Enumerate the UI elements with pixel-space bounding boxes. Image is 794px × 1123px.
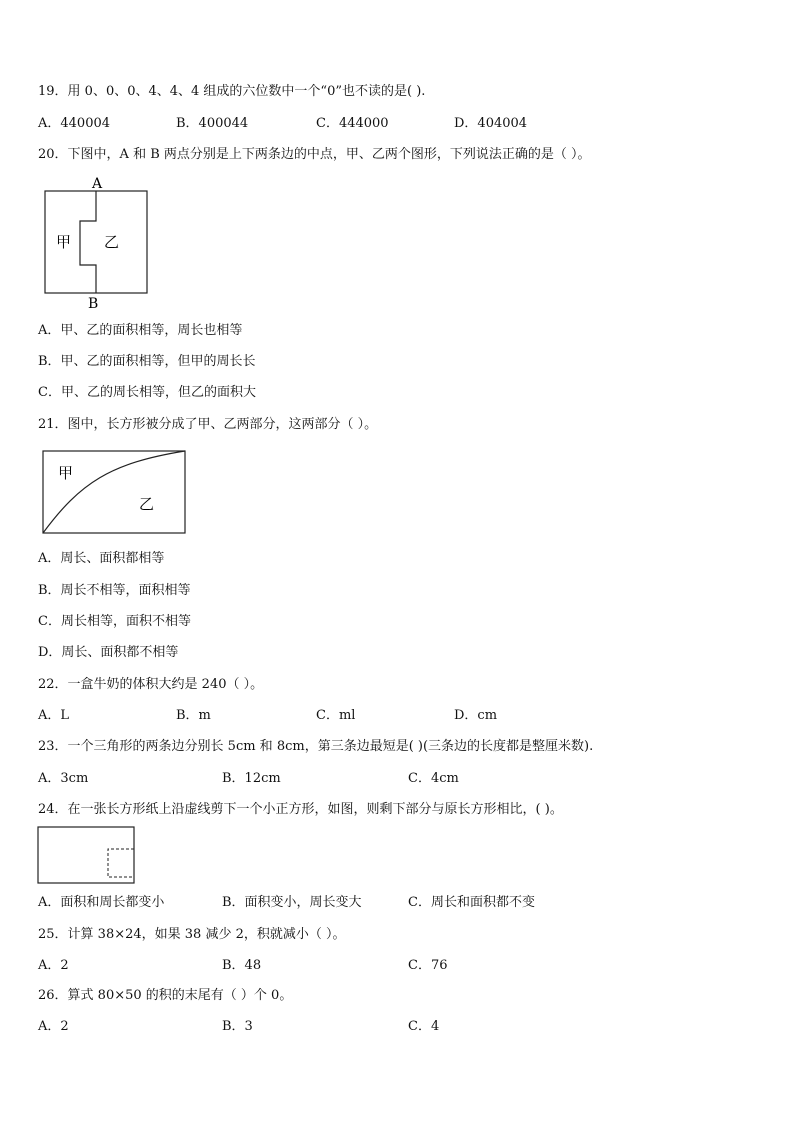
q21-option-d[interactable]: D．周长、面积都不相等 bbox=[38, 645, 179, 660]
question-19-stem: 19．用 0、0、0、4、4、4 组成的六位数中一个“0”也不读的是( ). bbox=[38, 84, 426, 99]
q24-option-b[interactable]: B．面积变小，周长变大 bbox=[222, 895, 362, 910]
q20-option-c[interactable]: C．甲、乙的周长相等，但乙的面积大 bbox=[38, 385, 256, 400]
q22-option-c[interactable]: C．ml bbox=[316, 708, 356, 723]
q22-option-b[interactable]: B．m bbox=[176, 708, 211, 723]
q24-option-c[interactable]: C．周长和面积都不变 bbox=[408, 895, 535, 910]
q21-label-jia: 甲 bbox=[58, 464, 74, 482]
question-24-stem: 24．在一张长方形纸上沿虚线剪下一个小正方形，如图，则剩下部分与原长方形相比，( )。 bbox=[38, 802, 563, 817]
q26-option-b[interactable]: B．3 bbox=[222, 1019, 253, 1034]
q20-label-yi: 乙 bbox=[104, 233, 120, 251]
q20-label-a: A bbox=[92, 176, 103, 192]
question-25-stem: 25．计算 38×24，如果 38 减少 2，积就减小（ ）。 bbox=[38, 927, 346, 942]
question-20-stem: 20．下图中，A 和 B 两点分别是上下两条边的中点，甲、乙两个图形，下列说法正确的是（ ）。 bbox=[38, 147, 591, 162]
q20-label-jia: 甲 bbox=[56, 233, 72, 251]
q26-option-a[interactable]: A．2 bbox=[38, 1019, 69, 1034]
question-23-stem: 23．一个三角形的两条边分别长 5cm 和 8cm，第三条边最短是( )(三条边的长度都是整厘米数). bbox=[38, 739, 594, 754]
q23-option-b[interactable]: B．12cm bbox=[222, 771, 281, 786]
q19-option-d[interactable]: D．404004 bbox=[454, 116, 528, 131]
q19-option-b[interactable]: B．400044 bbox=[176, 116, 249, 131]
q25-option-a[interactable]: A．2 bbox=[38, 958, 69, 973]
q24-option-a[interactable]: A．面积和周长都变小 bbox=[38, 895, 165, 910]
q20-option-a[interactable]: A．甲、乙的面积相等，周长也相等 bbox=[38, 323, 243, 338]
q22-option-a[interactable]: A．L bbox=[38, 708, 70, 723]
q21-option-c[interactable]: C．周长相等，面积不相等 bbox=[38, 614, 191, 629]
q22-option-d[interactable]: D．cm bbox=[454, 708, 498, 723]
q21-figure bbox=[40, 448, 190, 536]
q25-option-b[interactable]: B．48 bbox=[222, 958, 262, 973]
question-26-stem: 26．算式 80×50 的积的末尾有（ ）个 0。 bbox=[38, 988, 293, 1003]
q21-option-b[interactable]: B．周长不相等，面积相等 bbox=[38, 583, 191, 598]
q20-option-b[interactable]: B．甲、乙的面积相等，但甲的周长长 bbox=[38, 354, 256, 369]
question-22-stem: 22．一盒牛奶的体积大约是 240（ ）。 bbox=[38, 677, 264, 692]
question-21-stem: 21．图中，长方形被分成了甲、乙两部分，这两部分（ ）。 bbox=[38, 417, 378, 432]
q24-figure bbox=[36, 825, 138, 887]
q24-rectangle bbox=[38, 827, 134, 883]
q23-option-c[interactable]: C．4cm bbox=[408, 771, 459, 786]
q23-option-a[interactable]: A．3cm bbox=[38, 771, 89, 786]
q20-figure bbox=[40, 174, 152, 310]
q24-dashed-square bbox=[108, 849, 134, 877]
q21-option-a[interactable]: A．周长、面积都相等 bbox=[38, 551, 165, 566]
q25-option-c[interactable]: C．76 bbox=[408, 958, 448, 973]
q20-divider-line bbox=[80, 191, 96, 293]
q26-option-c[interactable]: C．4 bbox=[408, 1019, 440, 1034]
q20-label-b: B bbox=[88, 296, 99, 310]
q21-label-yi: 乙 bbox=[139, 495, 155, 513]
q19-option-a[interactable]: A．440004 bbox=[38, 116, 111, 131]
q19-option-c[interactable]: C．444000 bbox=[316, 116, 389, 131]
